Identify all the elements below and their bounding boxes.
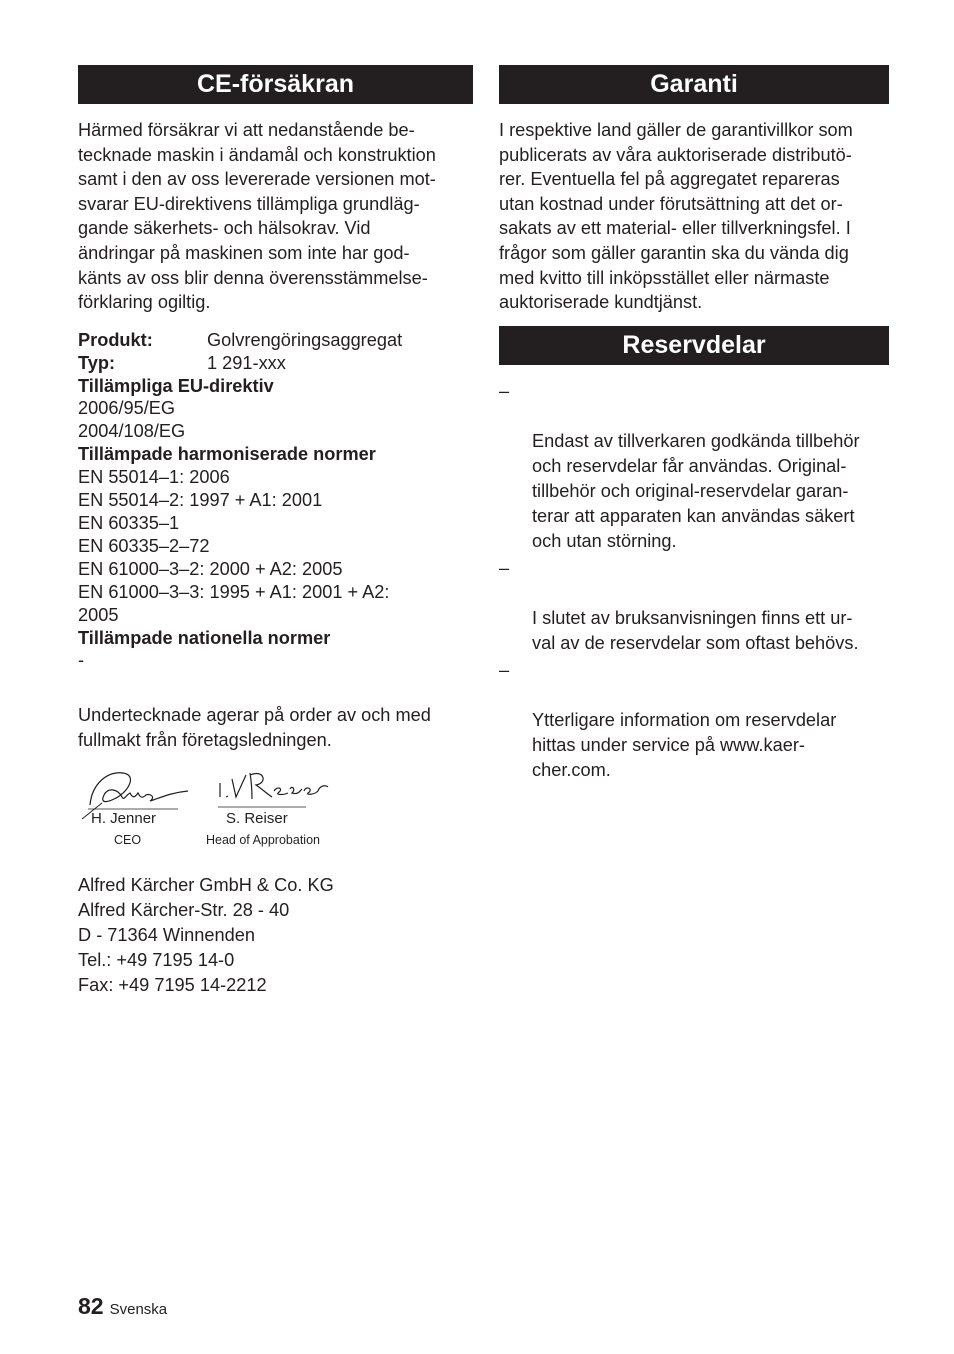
- list-item: [499, 556, 896, 656]
- garanti-text: I respektive land gäller de garantivillkor som publicerats av våra auktoriserade distributö- rer. Eventuella fel på aggregatet repareras utan kostnad under förutsättning att det or- sakats av ett material- eller tillverkningsfel. I frågor som gäller garantin ska du vända dig med kvitto till inköpsstället eller närmaste auktoriserade kundtjänst.: [499, 120, 853, 313]
- norm-item: EN 55014–1: 2006: [78, 467, 230, 488]
- ce-intro: Härmed försäkrar vi att nedanstående be- tecknade maskin i ändamål och konstruktion samt i den av oss levererade versionen mot- svarar EU-direktivens tillämpliga grundläg- gande säkerhets- och hälsokrav. Vid ändringar på maskinen som inte har god- känts av oss blir denna överensstämmelse- förklaring ogiltig.: [78, 120, 436, 313]
- list-item-text: I slutet av bruksanvisningen finns ett ur- val av de reservdelar som oftast behövs.: [532, 607, 859, 653]
- signatory-name: H. Jenner: [91, 809, 157, 827]
- harmonised-heading: Tillämpade harmoniserade normer: [78, 444, 376, 465]
- norm-item: EN 60335–2–72: [78, 535, 210, 556]
- page-number: 82: [78, 1293, 104, 1319]
- directive-item: 2004/108/EG: [78, 421, 186, 442]
- norm-item: EN 60335–1: [78, 513, 180, 533]
- company-address: [78, 873, 473, 998]
- address-line: D - 71364 Winnenden: [78, 924, 255, 945]
- page-footer: [78, 1293, 167, 1320]
- norm-item: EN 55014–2: 1997 + A1: 2001: [78, 490, 323, 511]
- footer-language: Svenska: [109, 1301, 168, 1318]
- ce-heading: CE-försäkran: [78, 65, 473, 104]
- list-item-text: Endast av tillverkaren godkända tillbehör och reservdelar får användas. Original- tillbehör och original-reservdelar garan- terar att apparaten kan användas säkert och utan störning.: [532, 430, 860, 551]
- right-column: [499, 65, 896, 785]
- garanti-heading: Garanti: [499, 65, 889, 104]
- directive-item: 2006/95/EG: [78, 398, 176, 419]
- dash-bullet: –: [499, 557, 510, 578]
- list-item: [499, 658, 896, 783]
- national-value: -: [78, 650, 85, 671]
- ce-section: [78, 65, 473, 998]
- address-line: Tel.: +49 7195 14-0: [78, 949, 235, 970]
- signature-block: [78, 763, 473, 873]
- type-row: [78, 352, 473, 375]
- product-value: Golvrengöringsaggregat: [207, 329, 403, 350]
- list-item: [499, 379, 896, 554]
- dash-bullet: –: [499, 380, 510, 401]
- type-value: 1 291-xxx: [207, 352, 286, 373]
- type-label: Typ:: [78, 352, 116, 373]
- norm-item: 2005: [78, 604, 119, 625]
- national-heading: Tillämpade nationella normer: [78, 627, 331, 648]
- norm-item: EN 61000–3–2: 2000 + A2: 2005: [78, 558, 343, 579]
- ce-specs: [78, 329, 473, 673]
- signatory-title: Head of Approbation: [206, 832, 320, 847]
- list-item-text: Ytterligare information om reservdelar hittas under service på www.kaer- cher.com.: [532, 709, 837, 780]
- reservdelar-list: [499, 379, 896, 783]
- norm-item: EN 61000–3–3: 1995 + A1: 2001 + A2:: [78, 581, 390, 602]
- address-line: Alfred Kärcher-Str. 28 - 40: [78, 899, 290, 920]
- product-row: [78, 329, 473, 352]
- signatory-name: S. Reiser: [226, 809, 288, 827]
- reservdelar-heading: Reservdelar: [499, 326, 889, 365]
- address-line: Fax: +49 7195 14-2212: [78, 974, 267, 995]
- product-label: Produkt:: [78, 329, 153, 350]
- dash-bullet: –: [499, 659, 510, 680]
- address-line: Alfred Kärcher GmbH & Co. KG: [78, 874, 334, 895]
- signed-text: Undertecknade agerar på order av och med fullmakt från företagsledningen.: [78, 705, 431, 750]
- directives-heading: Tillämpliga EU-direktiv: [78, 375, 274, 396]
- signatory-title: CEO: [114, 832, 142, 847]
